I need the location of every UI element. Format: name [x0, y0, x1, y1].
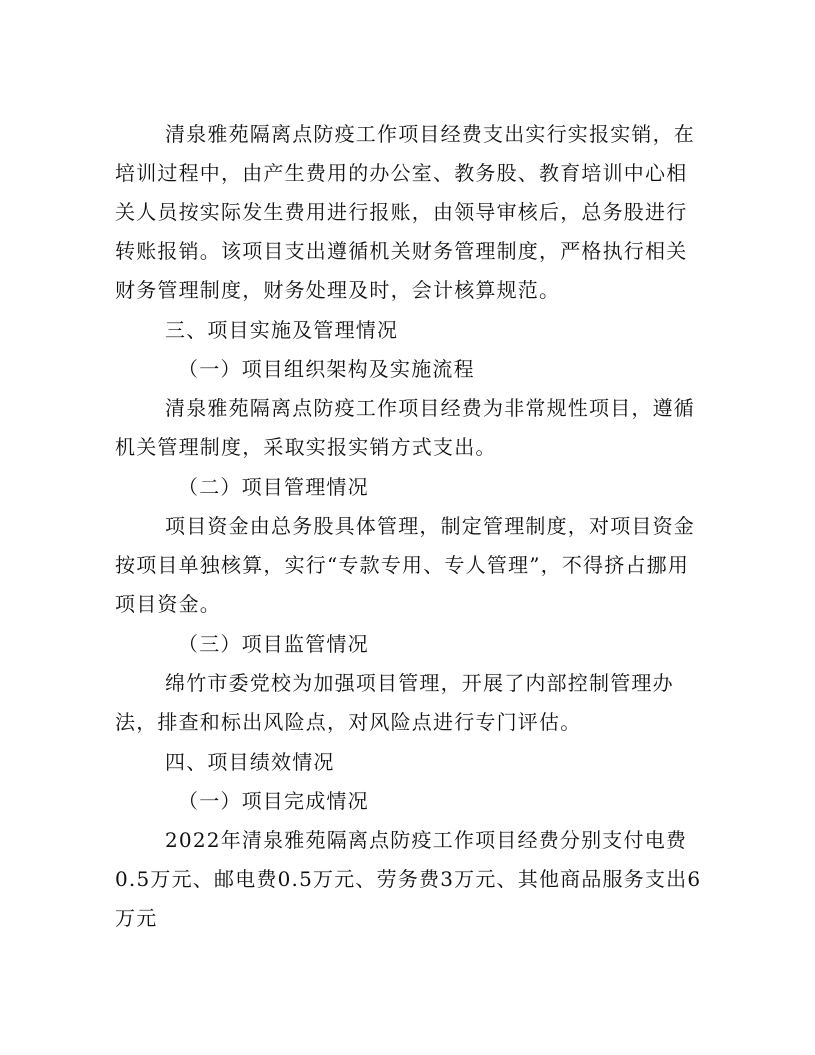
paragraph-line: 项目资金由总务股具体管理，制定管理制度，对项目资金 — [165, 514, 695, 538]
subsection-heading: （一）项目完成情况 — [178, 789, 369, 813]
section-heading: 三、项目实施及管理情况 — [165, 318, 399, 342]
paragraph-line: 清泉雅苑隔离点防疫工作项目经费支出实行实报实销，在 — [165, 122, 695, 146]
paragraph-line: 机关管理制度，采取实报实销方式支出。 — [115, 435, 497, 459]
paragraph-line: 按项目单独核算，实行“专款专用、专人管理”，不得挤占挪用 — [115, 553, 690, 577]
paragraph-line: 万元 — [115, 906, 158, 930]
paragraph-line: 绵竹市委党校为加强项目管理，开展了内部控制管理办 — [165, 671, 674, 695]
subsection-heading: （一）项目组织架构及实施流程 — [178, 357, 475, 381]
paragraph-line: 项目资金。 — [115, 592, 221, 616]
paragraph-line: 2022年清泉雅苑隔离点防疫工作项目经费分别支付电费 — [165, 828, 688, 852]
paragraph-line: 0.5万元、邮电费0.5万元、劳务费3万元、其他商品服务支出6 — [115, 867, 702, 891]
section-heading: 四、项目绩效情况 — [165, 750, 335, 774]
subsection-heading: （二）项目管理情况 — [178, 475, 369, 499]
subsection-heading: （三）项目监管情况 — [178, 632, 369, 656]
paragraph-line: 清泉雅苑隔离点防疫工作项目经费为非常规性项目，遵循 — [165, 396, 695, 420]
paragraph-line: 培训过程中，由产生费用的办公室、教务股、教育培训中心相 — [115, 161, 688, 185]
paragraph-line: 财务管理制度，财务处理及时，会计核算规范。 — [115, 278, 561, 302]
paragraph-line: 法，排查和标出风险点，对风险点进行专门评估。 — [115, 710, 582, 734]
paragraph-line: 转账报销。该项目支出遵循机关财务管理制度，严格执行相关 — [115, 239, 688, 263]
paragraph-line: 关人员按实际发生费用进行报账，由领导审核后，总务股进行 — [115, 200, 688, 224]
